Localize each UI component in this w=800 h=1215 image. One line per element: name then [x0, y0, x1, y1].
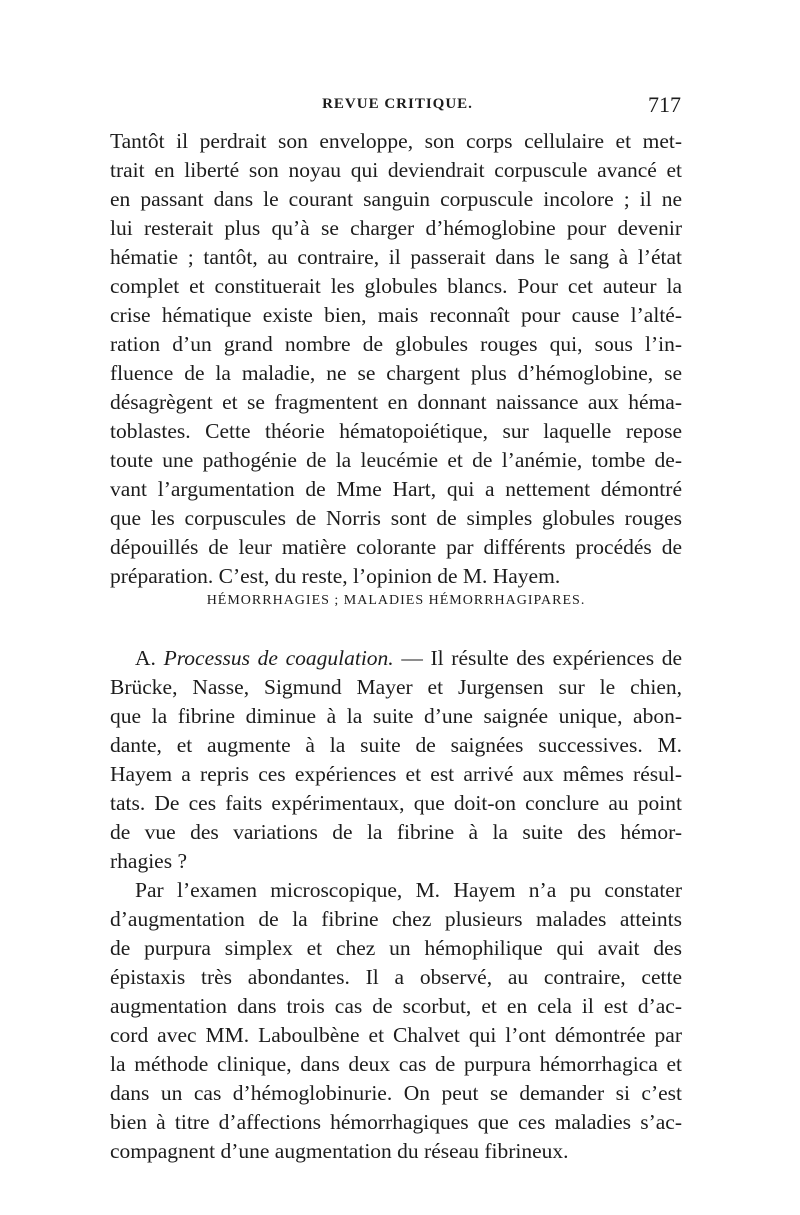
text-line: Tantôt il perdrait son enveloppe, son corps cellulaire et met- — [110, 129, 682, 153]
text-line: Par l’examen microscopique, M. Hayem n’a pu constater — [135, 878, 682, 902]
text-line: ration d’un grand nombre de globules rouges qui, sous l’in- — [110, 332, 682, 356]
text-line: en passant dans le courant sanguin corpuscule incolore ; il ne — [110, 187, 682, 211]
text-line: que la fibrine diminue à la suite d’une saignée unique, abon- — [110, 704, 682, 728]
text-line: Hayem a repris ces expériences et est arrivé aux mêmes résul- — [110, 762, 682, 786]
text-line: toute une pathogénie de la leucémie et de l’anémie, tombe de- — [110, 448, 682, 472]
lead-label: A. — [135, 646, 156, 670]
text-line: désagrègent et se fragmentent en donnant naissance aux héma- — [110, 390, 682, 414]
section-heading: HÉMORRHAGIES ; MALADIES HÉMORRHAGIPARES. — [206, 593, 586, 608]
text-line: de purpura simplex et chez un hémophilique qui avait des — [110, 936, 682, 960]
text-line: complet et constituerait les globules blancs. Pour cet auteur la — [110, 274, 682, 298]
text-line: la méthode clinique, dans deux cas de purpura hémorrhagica et — [110, 1052, 682, 1076]
text-line: tats. De ces faits expérimentaux, que doit-on conclure au point — [110, 791, 682, 815]
text-line: fluence de la maladie, ne se chargent plus d’hémoglobine, se — [110, 361, 682, 385]
text-line: rhagies ? — [110, 849, 188, 873]
text-line: que les corpuscules de Norris sont de simples globules rouges — [110, 506, 682, 530]
page-header — [110, 92, 685, 122]
lead-rest: — Il résulte des expériences de — [401, 646, 683, 670]
text-line: bien à titre d’affections hémorrhagiques que ces maladies s’ac- — [110, 1110, 682, 1134]
text-line: préparation. C’est, du reste, l’opinion de M. Hayem. — [110, 564, 561, 588]
text-line: Brücke, Nasse, Sigmund Mayer et Jurgensen sur le chien, — [110, 675, 682, 699]
text-line: vant l’argumentation de Mme Hart, qui a nettement démontré — [110, 477, 682, 501]
text-line: cord avec MM. Laboulbène et Chalvet qui l’ont démontrée par — [110, 1023, 682, 1047]
running-title: REVUE CRITIQUE. — [322, 96, 473, 112]
text-line: d’augmentation de la fibrine chez plusieurs malades atteints — [110, 907, 682, 931]
text-line: toblastes. Cette théorie hématopoiétique, sur laquelle repose — [110, 419, 682, 443]
text-line: compagnent d’une augmentation du réseau fibrineux. — [110, 1139, 569, 1163]
page-number: 717 — [648, 92, 681, 117]
text-line: augmentation dans trois cas de scorbut, et en cela il est d’ac- — [110, 994, 682, 1018]
text-line: dans un cas d’hémoglobinurie. On peut se demander si c’est — [110, 1081, 682, 1105]
text-line: dépouillés de leur matière colorante par différents procédés de — [110, 535, 682, 559]
text-line: lui resterait plus qu’à se charger d’hémoglobine pour devenir — [110, 216, 682, 240]
lead-italic-title: Processus de coagulation. — [163, 646, 394, 670]
paragraph-lead-line — [135, 645, 682, 672]
text-line: hématie ; tantôt, au contraire, il passerait dans le sang à l’état — [110, 245, 682, 269]
text-line: épistaxis très abondantes. Il a observé, au contraire, cette — [110, 965, 682, 989]
text-line: dante, et augmente à la suite de saignées successives. M. — [110, 733, 682, 757]
text-line: crise hématique existe bien, mais reconnaît pour cause l’alté- — [110, 303, 682, 327]
text-line: de vue des variations de la fibrine à la suite des hémor- — [110, 820, 682, 844]
text-line: trait en liberté son noyau qui deviendrait corpuscule avancé et — [110, 158, 682, 182]
